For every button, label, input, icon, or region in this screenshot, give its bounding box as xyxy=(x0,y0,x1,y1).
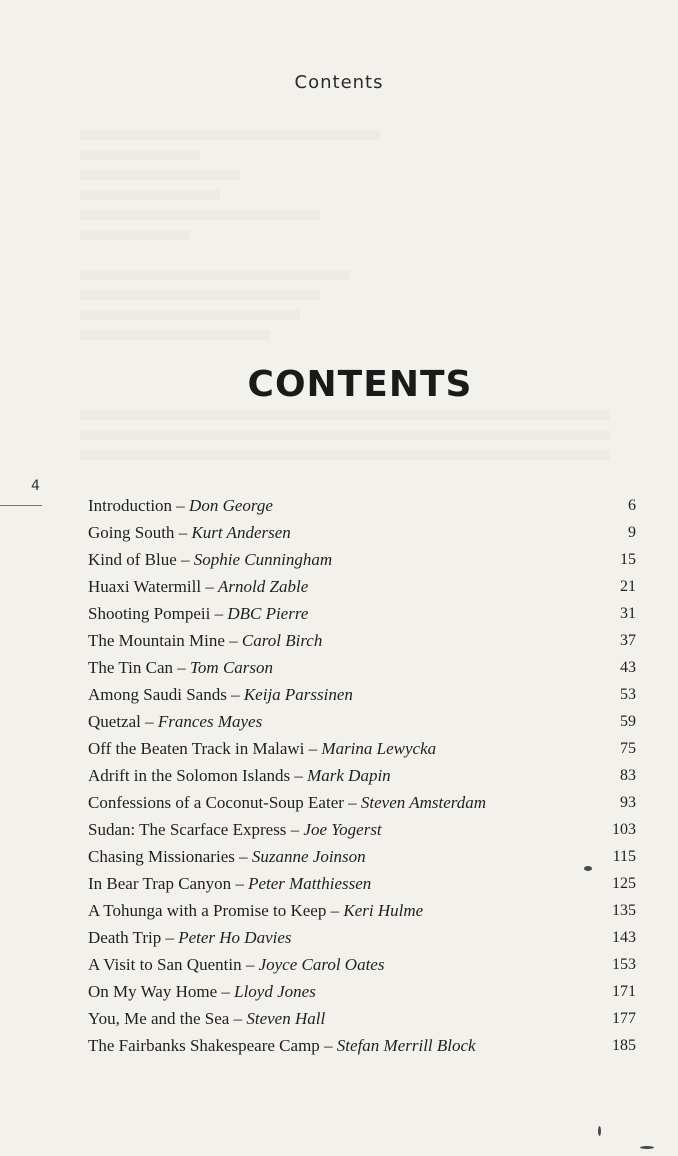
entry-author: Keija Parssinen xyxy=(243,685,353,704)
entry-author: Carol Birch xyxy=(241,631,323,650)
entry-separator: – xyxy=(290,766,308,785)
entry-page-number: 125 xyxy=(612,875,636,892)
toc-entry xyxy=(88,681,636,708)
show-through xyxy=(80,330,270,340)
show-through xyxy=(80,150,200,160)
entry-separator: – xyxy=(226,685,244,704)
entry-separator: – xyxy=(326,901,344,920)
entry-separator: – xyxy=(217,982,235,1001)
show-through xyxy=(80,410,610,420)
toc-entry xyxy=(88,762,636,789)
page-number: 4 xyxy=(31,478,40,494)
entry-author: Tom Carson xyxy=(190,658,274,677)
entry-author: Steven Hall xyxy=(246,1009,326,1028)
entry-author: Mark Dapin xyxy=(307,766,391,785)
entry-author: Kurt Andersen xyxy=(191,523,291,542)
entry-title: In Bear Trap Canyon xyxy=(88,874,232,893)
entry-author: Steven Amsterdam xyxy=(360,793,487,812)
entry-author: Don George xyxy=(189,496,273,515)
entry-title: Kind of Blue xyxy=(88,550,177,569)
entry-title: The Tin Can xyxy=(88,658,174,677)
entry-separator: – xyxy=(241,955,259,974)
entry-title: Chasing Missionaries xyxy=(88,847,235,866)
entry-title: Introduction xyxy=(88,496,173,515)
toc-entry xyxy=(88,519,636,546)
entry-title: The Fairbanks Shakespeare Camp xyxy=(88,1036,320,1055)
toc-entry xyxy=(88,843,636,870)
entry-separator: – xyxy=(173,658,191,677)
entry-author: Stefan Merrill Block xyxy=(336,1036,476,1055)
entry-page-number: 171 xyxy=(612,983,636,1000)
show-through xyxy=(80,290,320,300)
toc-entry xyxy=(88,600,636,627)
entry-page-number: 75 xyxy=(620,740,636,757)
entry-separator: – xyxy=(231,874,249,893)
toc-entry xyxy=(88,546,636,573)
entry-title: A Tohunga with a Promise to Keep xyxy=(88,901,327,920)
toc-entry xyxy=(88,708,636,735)
toc-entry xyxy=(88,897,636,924)
entry-title: On My Way Home xyxy=(88,982,218,1001)
entry-separator: – xyxy=(174,523,192,542)
toc-entry xyxy=(88,924,636,951)
entry-title: Death Trip xyxy=(88,928,162,947)
toc-entry xyxy=(88,978,636,1005)
toc-entry xyxy=(88,789,636,816)
entry-page-number: 93 xyxy=(620,794,636,811)
entry-title: Adrift in the Solomon Islands xyxy=(88,766,291,785)
entry-separator: – xyxy=(210,604,228,623)
show-through xyxy=(80,190,220,200)
entry-separator: – xyxy=(140,712,158,731)
toc-entry xyxy=(88,1005,636,1032)
show-through xyxy=(80,230,190,240)
entry-page-number: 43 xyxy=(620,659,636,676)
entry-title: Quetzal xyxy=(88,712,141,731)
entry-page-number: 103 xyxy=(612,821,636,838)
entry-author: DBC Pierre xyxy=(227,604,309,623)
toc-entry xyxy=(88,735,636,762)
entry-page-number: 143 xyxy=(612,929,636,946)
entry-author: Peter Ho Davies xyxy=(178,928,292,947)
entry-title: Confessions of a Coconut-Soup Eater xyxy=(88,793,344,812)
entry-author: Frances Mayes xyxy=(157,712,263,731)
entry-separator: – xyxy=(319,1036,337,1055)
entry-page-number: 53 xyxy=(620,686,636,703)
entry-separator: – xyxy=(229,1009,247,1028)
margin-rule xyxy=(0,505,42,506)
entry-author: Lloyd Jones xyxy=(234,982,316,1001)
entry-page-number: 83 xyxy=(620,767,636,784)
entry-author: Keri Hulme xyxy=(343,901,424,920)
entry-title: Off the Beaten Track in Malawi xyxy=(88,739,305,758)
show-through xyxy=(80,310,300,320)
ink-speck xyxy=(584,866,592,871)
entry-page-number: 115 xyxy=(612,848,636,865)
entry-separator: – xyxy=(234,847,252,866)
table-of-contents xyxy=(88,492,636,1059)
entry-page-number: 31 xyxy=(620,605,636,622)
ink-speck xyxy=(598,1126,601,1136)
entry-title: Shooting Pompeii xyxy=(88,604,211,623)
running-head: Contents xyxy=(294,72,384,93)
toc-entry xyxy=(88,492,636,519)
entry-page-number: 21 xyxy=(620,578,636,595)
entry-author: Suzanne Joinson xyxy=(251,847,366,866)
entry-page-number: 9 xyxy=(628,524,636,541)
entry-page-number: 59 xyxy=(620,713,636,730)
entry-page-number: 6 xyxy=(628,497,636,514)
entry-separator: – xyxy=(161,928,179,947)
entry-separator: – xyxy=(286,820,304,839)
entry-page-number: 37 xyxy=(620,632,636,649)
entry-separator: – xyxy=(201,577,219,596)
toc-entry xyxy=(88,573,636,600)
toc-entry xyxy=(88,627,636,654)
toc-entry xyxy=(88,816,636,843)
toc-entry xyxy=(88,951,636,978)
show-through xyxy=(80,210,320,220)
toc-entry xyxy=(88,654,636,681)
entry-page-number: 153 xyxy=(612,956,636,973)
show-through xyxy=(80,430,610,440)
entry-author: Marina Lewycka xyxy=(321,739,437,758)
entry-title: Among Saudi Sands xyxy=(88,685,227,704)
entry-separator: – xyxy=(343,793,361,812)
entry-page-number: 177 xyxy=(612,1010,636,1027)
toc-entry xyxy=(88,870,636,897)
entry-author: Arnold Zable xyxy=(218,577,309,596)
entry-author: Sophie Cunningham xyxy=(193,550,333,569)
entry-page-number: 135 xyxy=(612,902,636,919)
entry-author: Joe Yogerst xyxy=(303,820,382,839)
entry-separator: – xyxy=(224,631,242,650)
entry-title: A Visit to San Quentin xyxy=(88,955,242,974)
entry-page-number: 185 xyxy=(612,1037,636,1054)
show-through xyxy=(80,130,380,140)
entry-separator: – xyxy=(172,496,190,515)
show-through xyxy=(80,450,610,460)
entry-title: Going South xyxy=(88,523,175,542)
entry-title: You, Me and the Sea xyxy=(88,1009,230,1028)
entry-title: Huaxi Watermill xyxy=(88,577,202,596)
entry-separator: – xyxy=(176,550,194,569)
entry-author: Peter Matthiessen xyxy=(248,874,372,893)
entry-page-number: 15 xyxy=(620,551,636,568)
page-title: CONTENTS xyxy=(247,364,473,405)
toc-entry xyxy=(88,1032,636,1059)
show-through xyxy=(80,170,240,180)
entry-title: The Mountain Mine xyxy=(88,631,225,650)
entry-author: Joyce Carol Oates xyxy=(258,955,385,974)
show-through xyxy=(80,270,350,280)
entry-title: Sudan: The Scarface Express xyxy=(88,820,287,839)
ink-speck xyxy=(640,1146,654,1149)
entry-separator: – xyxy=(304,739,322,758)
